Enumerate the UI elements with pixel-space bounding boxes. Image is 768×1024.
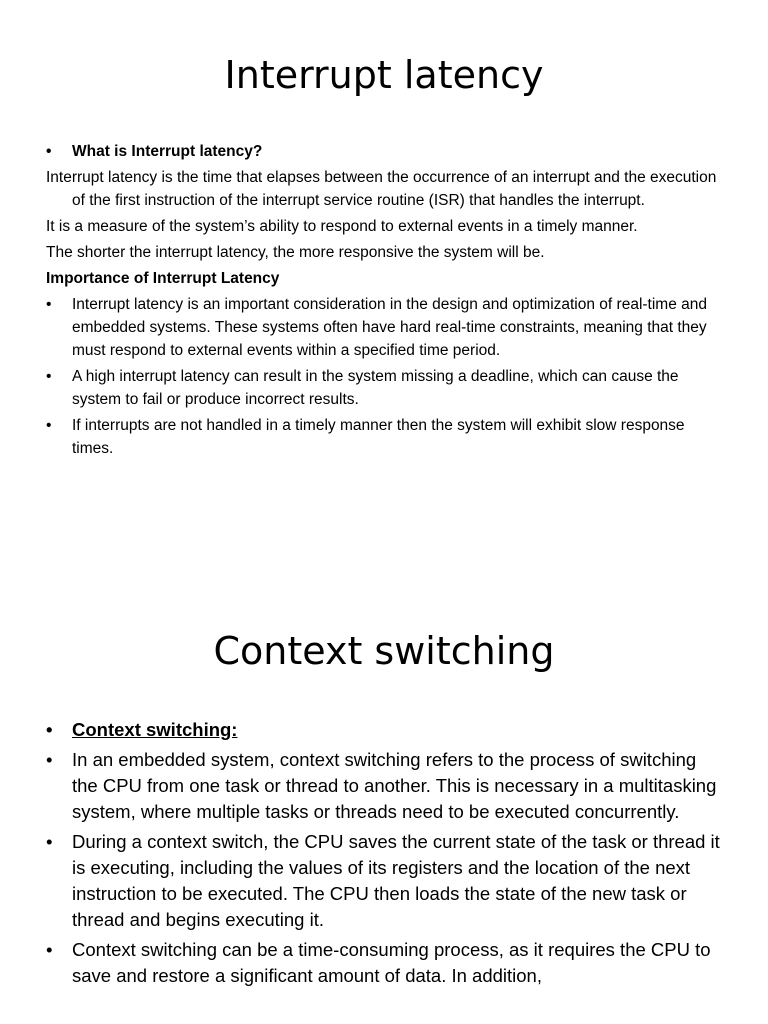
section-heading: Importance of Interrupt Latency (46, 270, 280, 287)
bullet-text: In an embedded system, context switching refers to the process of switching the CPU from one task or thread to another. This is necessary in a multitasking system, where multiple tasks or threads need to be executed concurrently. (72, 749, 717, 822)
bullet-item (46, 829, 726, 933)
bullet-item (46, 937, 726, 989)
bullet-dot: • (46, 719, 53, 740)
bullet-item (46, 717, 726, 743)
bullet-text: During a context switch, the CPU saves the current state of the task or thread it is executing, including the values of its registers and the location of the next instruction to be executed. The CPU then loads the state of the new task or thread and begins executing it. (72, 831, 720, 930)
bullet-item (46, 140, 726, 163)
question-heading: What is Interrupt latency? (72, 143, 263, 160)
bullet-dot: • (46, 749, 53, 770)
bullet-dot: • (46, 831, 53, 852)
bullet-item (46, 365, 726, 411)
bullet-text: Interrupt latency is an important consideration in the design and optimization of real-time and embedded systems. These systems often have hard real-time constraints, meaning that they must respond to external events within a specified time period. (72, 296, 707, 359)
bullet-text: Context switching can be a time-consuming process, as it requires the CPU to save and restore a significant amount of data. In addition, (72, 939, 711, 986)
paragraph: It is a measure of the system’s ability to respond to external events in a timely manner. (46, 218, 638, 235)
slide-body (46, 140, 726, 460)
slide-context-switching (0, 600, 768, 1024)
paragraph: Interrupt latency is the time that elapses between the occurrence of an interrupt and the execution of the first instruction of the interrupt service routine (ISR) that handles the interrupt. (46, 169, 717, 209)
bullet-dot: • (46, 296, 52, 313)
section-heading: Context switching: (72, 719, 238, 740)
bullet-item (46, 293, 726, 362)
bullet-item (46, 747, 726, 825)
bullet-dot: • (46, 143, 52, 160)
slide-body (46, 717, 726, 989)
bullet-text: If interrupts are not handled in a timely manner then the system will exhibit slow response times. (72, 417, 685, 457)
slide-title: Interrupt latency (224, 53, 544, 97)
bullet-dot: • (46, 417, 52, 434)
slide-title: Context switching (213, 629, 555, 673)
bullet-dot: • (46, 939, 53, 960)
bullet-dot: • (46, 368, 52, 385)
bullet-item (46, 414, 726, 460)
paragraph: The shorter the interrupt latency, the more responsive the system will be. (46, 244, 545, 261)
bullet-text: A high interrupt latency can result in the system missing a deadline, which can cause the system to fail or produce incorrect results. (72, 368, 679, 408)
